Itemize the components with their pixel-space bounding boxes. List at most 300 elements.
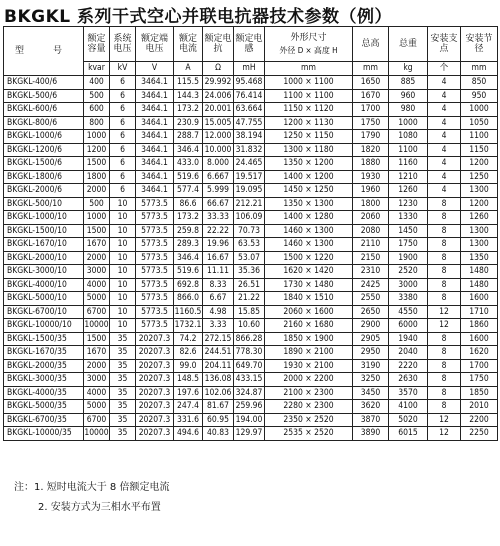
table-cell: 8 — [428, 238, 461, 252]
table-cell: 2010 — [461, 400, 498, 414]
table-cell: 649.70 — [234, 359, 265, 373]
table-cell: 6 — [110, 184, 136, 198]
table-cell: 1000 × 1100 — [265, 76, 353, 90]
table-cell: 2160 × 1680 — [265, 319, 353, 333]
table-cell: 400 — [84, 76, 110, 90]
table-cell: 99.0 — [174, 359, 203, 373]
model-cell: BKGKL-500/10 — [4, 197, 84, 211]
table-cell: 500 — [84, 89, 110, 103]
table-cell: 1260 — [461, 211, 498, 225]
table-cell: 20207.3 — [136, 373, 174, 387]
model-cell: BKGKL-10000/35 — [4, 427, 84, 441]
table-cell: 4 — [428, 103, 461, 117]
table-cell: 1200 — [461, 157, 498, 171]
table-cell: 1820 — [353, 143, 389, 157]
table-cell: 31.832 — [234, 143, 265, 157]
unit-total-weight: kg — [389, 62, 428, 76]
table-cell: 8 — [428, 373, 461, 387]
table-cell: 4000 — [84, 386, 110, 400]
table-cell: 3000 — [84, 265, 110, 279]
table-cell: 2310 — [353, 265, 389, 279]
table-cell: 76.414 — [234, 89, 265, 103]
table-row — [4, 400, 498, 414]
table-cell: 6.667 — [203, 170, 234, 184]
model-cell: BKGKL-600/6 — [4, 103, 84, 117]
table-cell: 10 — [110, 238, 136, 252]
table-cell: 1150 — [461, 143, 498, 157]
table-cell: 29.992 — [203, 76, 234, 90]
table-cell: 1850 — [461, 386, 498, 400]
table-cell: 10.000 — [203, 143, 234, 157]
table-cell: 144.3 — [174, 89, 203, 103]
unit-resistance: Ω — [203, 62, 234, 76]
table-cell: 2630 — [389, 373, 428, 387]
table-row — [4, 346, 498, 360]
table-cell: 6000 — [389, 319, 428, 333]
table-cell: 6 — [110, 116, 136, 130]
col-header-inductance: 额定电感 — [234, 27, 265, 62]
unit-phase-voltage: V — [136, 62, 174, 76]
table-cell: 2550 — [353, 292, 389, 306]
table-row — [4, 103, 498, 117]
model-cell: BKGKL-2000/10 — [4, 251, 84, 265]
table-cell: 4000 — [84, 278, 110, 292]
table-cell: 1600 — [461, 332, 498, 346]
table-cell: 3190 — [353, 359, 389, 373]
table-cell: 10 — [110, 224, 136, 238]
table-cell: 1880 — [353, 157, 389, 171]
table-cell: 19.96 — [203, 238, 234, 252]
col-header-voltage: 系统电压 — [110, 27, 136, 62]
table-cell: 35 — [110, 427, 136, 441]
note-2: 2. 安装方式为三相水平布置 — [38, 502, 161, 513]
table-cell: 10 — [110, 251, 136, 265]
table-cell: 20207.3 — [136, 400, 174, 414]
table-cell: 1480 — [461, 265, 498, 279]
table-cell: 866.0 — [174, 292, 203, 306]
table-cell: 2000 — [84, 251, 110, 265]
table-cell: 2220 — [389, 359, 428, 373]
table-cell: 1460 × 1300 — [265, 224, 353, 238]
table-cell: 6 — [110, 143, 136, 157]
model-cell: BKGKL-1670/35 — [4, 346, 84, 360]
table-cell: 1460 × 1300 — [265, 238, 353, 252]
unit-capacity: kvar — [84, 62, 110, 76]
table-cell: 289.3 — [174, 238, 203, 252]
table-row — [4, 413, 498, 427]
table-cell: 20.001 — [203, 103, 234, 117]
table-cell: 10 — [110, 211, 136, 225]
table-cell: 1930 — [353, 170, 389, 184]
table-cell: 2520 — [389, 265, 428, 279]
table-cell: 3464.1 — [136, 76, 174, 90]
table-cell: 24.465 — [234, 157, 265, 171]
table-cell: 5773.5 — [136, 265, 174, 279]
model-cell: BKGKL-1500/10 — [4, 224, 84, 238]
table-cell: 2110 — [353, 238, 389, 252]
table-cell: 1300 × 1180 — [265, 143, 353, 157]
table-cell: 324.87 — [234, 386, 265, 400]
table-cell: 3464.1 — [136, 103, 174, 117]
table-cell: 4 — [428, 170, 461, 184]
table-cell: 1300 — [461, 224, 498, 238]
table-cell: 4550 — [389, 305, 428, 319]
table-cell: 5773.5 — [136, 224, 174, 238]
table-cell: 4.98 — [203, 305, 234, 319]
note-1: 注：1. 短时电流大于 8 倍额定电流 — [14, 482, 170, 493]
col-header-model: 型 号 — [4, 27, 84, 76]
table-cell: 47.755 — [234, 116, 265, 130]
table-cell: 38.194 — [234, 130, 265, 144]
table-cell: 6700 — [84, 413, 110, 427]
table-cell: 6 — [110, 103, 136, 117]
table-cell: 494.6 — [174, 427, 203, 441]
table-row — [4, 332, 498, 346]
table-cell: 22.22 — [203, 224, 234, 238]
table-row — [4, 130, 498, 144]
table-cell: 1210 — [389, 170, 428, 184]
model-cell: BKGKL-10000/10 — [4, 319, 84, 333]
col-header-dims — [265, 27, 353, 62]
header-row — [4, 27, 498, 62]
table-cell: 2000 — [84, 359, 110, 373]
model-cell: BKGKL-1000/10 — [4, 211, 84, 225]
table-cell: 3380 — [389, 292, 428, 306]
table-cell: 10 — [110, 265, 136, 279]
model-cell: BKGKL-1670/10 — [4, 238, 84, 252]
table-cell: 5773.5 — [136, 278, 174, 292]
table-cell: 40.83 — [203, 427, 234, 441]
table-cell: 1200 — [84, 143, 110, 157]
unit-total-height: mm — [353, 62, 389, 76]
table-cell: 20207.3 — [136, 427, 174, 441]
table-cell: 70.73 — [234, 224, 265, 238]
table-cell: 10 — [110, 305, 136, 319]
table-cell: 980 — [389, 103, 428, 117]
table-cell: 5773.5 — [136, 292, 174, 306]
table-cell: 8 — [428, 278, 461, 292]
table-cell: 35 — [110, 359, 136, 373]
table-cell: 136.08 — [203, 373, 234, 387]
col-header-phase-voltage: 额定端电压 — [136, 27, 174, 62]
table-cell: 885 — [389, 76, 428, 90]
table-cell: 1260 — [389, 184, 428, 198]
table-cell: 10 — [110, 292, 136, 306]
table-cell: 1300 — [461, 238, 498, 252]
table-row — [4, 359, 498, 373]
table-cell: 1250 × 1150 — [265, 130, 353, 144]
table-cell: 35 — [110, 386, 136, 400]
table-cell: 3464.1 — [136, 116, 174, 130]
table-cell: 35.36 — [234, 265, 265, 279]
table-cell: 4 — [428, 184, 461, 198]
table-cell: 12 — [428, 305, 461, 319]
table-cell: 106.09 — [234, 211, 265, 225]
table-cell: 6 — [110, 130, 136, 144]
table-cell: 10 — [110, 278, 136, 292]
table-cell: 10.60 — [234, 319, 265, 333]
table-cell: 950 — [461, 89, 498, 103]
table-cell: 1200 — [461, 197, 498, 211]
table-cell: 115.5 — [174, 76, 203, 90]
table-cell: 173.2 — [174, 103, 203, 117]
table-cell: 2080 — [353, 224, 389, 238]
table-cell: 5020 — [389, 413, 428, 427]
table-cell: 1350 — [461, 251, 498, 265]
table-cell: 272.15 — [203, 332, 234, 346]
table-cell: 3250 — [353, 373, 389, 387]
table-row — [4, 76, 498, 90]
table-cell: 1800 — [84, 170, 110, 184]
table-cell: 2060 — [353, 211, 389, 225]
table-cell: 81.67 — [203, 400, 234, 414]
spec-table — [3, 26, 498, 441]
table-cell: 778.30 — [234, 346, 265, 360]
table-row — [4, 211, 498, 225]
table-cell: 3570 — [389, 386, 428, 400]
table-cell: 8 — [428, 251, 461, 265]
table-cell: 259.96 — [234, 400, 265, 414]
table-cell: 212.21 — [234, 197, 265, 211]
model-cell: BKGKL-5000/10 — [4, 292, 84, 306]
table-cell: 1000 — [389, 116, 428, 130]
table-cell: 1500 — [84, 332, 110, 346]
table-cell: 1160 — [389, 157, 428, 171]
table-cell: 1700 — [353, 103, 389, 117]
table-cell: 26.51 — [234, 278, 265, 292]
table-cell: 1710 — [461, 305, 498, 319]
table-cell: 1700 — [461, 359, 498, 373]
table-cell: 2000 × 2200 — [265, 373, 353, 387]
col-header-current: 额定电流 — [174, 27, 203, 62]
table-cell: 6015 — [389, 427, 428, 441]
table-row — [4, 116, 498, 130]
table-cell: 95.468 — [234, 76, 265, 90]
table-cell: 8 — [428, 386, 461, 400]
table-cell: 1000 — [84, 211, 110, 225]
table-cell: 1230 — [389, 197, 428, 211]
table-cell: 197.6 — [174, 386, 203, 400]
table-cell: 1850 × 1900 — [265, 332, 353, 346]
table-cell: 2060 × 1600 — [265, 305, 353, 319]
table-cell: 2650 — [353, 305, 389, 319]
table-cell: 173.2 — [174, 211, 203, 225]
col-header-pitch: 安装节径 — [461, 27, 498, 62]
table-cell: 1620 — [461, 346, 498, 360]
table-cell: 8 — [428, 346, 461, 360]
model-cell: BKGKL-1800/6 — [4, 170, 84, 184]
table-cell: 1600 — [461, 292, 498, 306]
table-cell: 346.4 — [174, 251, 203, 265]
unit-voltage: kV — [110, 62, 136, 76]
table-cell: 2150 — [353, 251, 389, 265]
table-cell: 2280 × 2300 — [265, 400, 353, 414]
table-cell: 1790 — [353, 130, 389, 144]
table-row — [4, 89, 498, 103]
table-row — [4, 157, 498, 171]
table-cell: 204.11 — [203, 359, 234, 373]
table-cell: 1620 × 1420 — [265, 265, 353, 279]
table-row — [4, 238, 498, 252]
table-cell: 12 — [428, 427, 461, 441]
table-cell: 866.28 — [234, 332, 265, 346]
table-cell: 600 — [84, 103, 110, 117]
table-cell: 66.67 — [203, 197, 234, 211]
table-cell: 1150 × 1120 — [265, 103, 353, 117]
table-cell: 1500 — [84, 157, 110, 171]
unit-dims: mm — [265, 62, 353, 76]
table-cell: 3000 — [389, 278, 428, 292]
table-cell: 3450 — [353, 386, 389, 400]
table-row — [4, 184, 498, 198]
table-cell: 8 — [428, 211, 461, 225]
table-cell: 6.67 — [203, 292, 234, 306]
table-cell: 129.97 — [234, 427, 265, 441]
table-cell: 63.53 — [234, 238, 265, 252]
table-cell: 1050 — [461, 116, 498, 130]
table-cell: 2900 — [353, 319, 389, 333]
table-cell: 20207.3 — [136, 332, 174, 346]
table-cell: 230.9 — [174, 116, 203, 130]
table-cell: 3464.1 — [136, 157, 174, 171]
table-cell: 8 — [428, 359, 461, 373]
col-header-supports: 安装支点 — [428, 27, 461, 62]
table-cell: 1400 × 1280 — [265, 211, 353, 225]
table-cell: 15.005 — [203, 116, 234, 130]
table-cell: 1000 — [84, 130, 110, 144]
table-cell: 1940 — [389, 332, 428, 346]
table-cell: 1860 — [461, 319, 498, 333]
table-cell: 1160.5 — [174, 306, 202, 317]
unit-supports: 个 — [428, 62, 461, 76]
table-cell: 1000 — [461, 103, 498, 117]
table-cell: 102.06 — [203, 386, 234, 400]
table-cell: 5000 — [84, 292, 110, 306]
unit-inductance: mH — [234, 62, 265, 76]
table-cell: 3000 — [84, 373, 110, 387]
model-cell: BKGKL-6700/35 — [4, 413, 84, 427]
table-cell: 24.006 — [203, 89, 234, 103]
col-header-total-height: 总高 — [353, 27, 389, 62]
table-cell: 10 — [110, 197, 136, 211]
table-cell: 4 — [428, 89, 461, 103]
table-cell: 8.33 — [203, 278, 234, 292]
table-cell: 74.2 — [174, 332, 203, 346]
table-cell: 1480 — [461, 278, 498, 292]
table-cell: 10000 — [84, 428, 109, 438]
table-cell: 433.15 — [234, 373, 265, 387]
table-cell: 5773.5 — [136, 197, 174, 211]
table-cell: 1732.1 — [174, 320, 202, 330]
table-row — [4, 143, 498, 157]
table-cell: 6 — [110, 76, 136, 90]
model-cell: BKGKL-3000/35 — [4, 373, 84, 387]
table-cell: 3890 — [353, 427, 389, 441]
table-cell: 6 — [110, 157, 136, 171]
table-cell: 35 — [110, 373, 136, 387]
table-cell: 35 — [110, 413, 136, 427]
col-header-resistance: 额定电抗 — [203, 27, 234, 62]
table-cell: 331.6 — [174, 413, 203, 427]
table-cell: 500 — [84, 197, 110, 211]
table-cell: 1450 × 1250 — [265, 184, 353, 198]
table-cell: 20207.3 — [136, 386, 174, 400]
model-cell: BKGKL-2000/35 — [4, 359, 84, 373]
table-cell: 2425 — [353, 278, 389, 292]
table-cell: 247.4 — [174, 400, 203, 414]
table-cell: 5.999 — [203, 184, 234, 198]
table-cell: 1890 × 2100 — [265, 346, 353, 360]
table-cell: 4 — [428, 143, 461, 157]
table-cell: 148.5 — [174, 373, 203, 387]
model-cell: BKGKL-4000/10 — [4, 278, 84, 292]
table-cell: 4 — [428, 116, 461, 130]
table-row — [4, 427, 498, 441]
unit-pitch: mm — [461, 62, 498, 76]
table-cell: 8 — [428, 265, 461, 279]
table-cell: 8 — [428, 400, 461, 414]
table-cell: 2350 × 2520 — [265, 413, 353, 427]
table-row — [4, 373, 498, 387]
table-row — [4, 386, 498, 400]
table-cell: 5773.5 — [136, 305, 174, 319]
table-row — [4, 224, 498, 238]
table-cell: 3464.1 — [136, 130, 174, 144]
table-cell: 2535 × 2520 — [265, 427, 353, 441]
table-cell: 33.33 — [203, 211, 234, 225]
table-cell: 10000 — [84, 320, 109, 330]
table-cell: 1080 — [389, 130, 428, 144]
table-row — [4, 319, 498, 333]
table-cell: 1930 × 2100 — [265, 359, 353, 373]
table-cell: 3.33 — [203, 319, 234, 333]
table-cell: 194.00 — [234, 413, 265, 427]
table-cell: 20207.3 — [136, 359, 174, 373]
table-cell: 1100 — [461, 130, 498, 144]
table-row — [4, 197, 498, 211]
table-cell: 2000 — [84, 184, 110, 198]
table-cell: 259.8 — [174, 224, 203, 238]
table-cell: 4 — [428, 157, 461, 171]
table-cell: 4 — [428, 130, 461, 144]
model-cell: BKGKL-1000/6 — [4, 130, 84, 144]
table-cell: 5773.5 — [136, 251, 174, 265]
table-cell: 8 — [428, 332, 461, 346]
table-cell: 4100 — [389, 400, 428, 414]
table-cell: 20207.3 — [136, 413, 174, 427]
model-cell: BKGKL-5000/35 — [4, 400, 84, 414]
model-cell: BKGKL-6700/10 — [4, 305, 84, 319]
table-cell: 1670 — [84, 346, 110, 360]
table-cell: 1800 — [353, 197, 389, 211]
table-row — [4, 305, 498, 319]
table-cell: 1100 × 1100 — [265, 89, 353, 103]
table-cell: 1750 — [461, 373, 498, 387]
table-cell: 6700 — [84, 305, 110, 319]
col-header-capacity: 额定容量 — [84, 27, 110, 62]
table-cell: 2950 — [353, 346, 389, 360]
table-cell: 519.6 — [174, 170, 203, 184]
table-cell: 8 — [428, 224, 461, 238]
table-cell: 1350 × 1300 — [265, 197, 353, 211]
table-cell: 1500 — [84, 224, 110, 238]
table-cell: 288.7 — [174, 130, 203, 144]
table-row — [4, 278, 498, 292]
table-cell: 1840 × 1510 — [265, 292, 353, 306]
table-cell: 5000 — [84, 400, 110, 414]
model-cell: BKGKL-1500/35 — [4, 332, 84, 346]
table-cell: 15.85 — [234, 305, 265, 319]
